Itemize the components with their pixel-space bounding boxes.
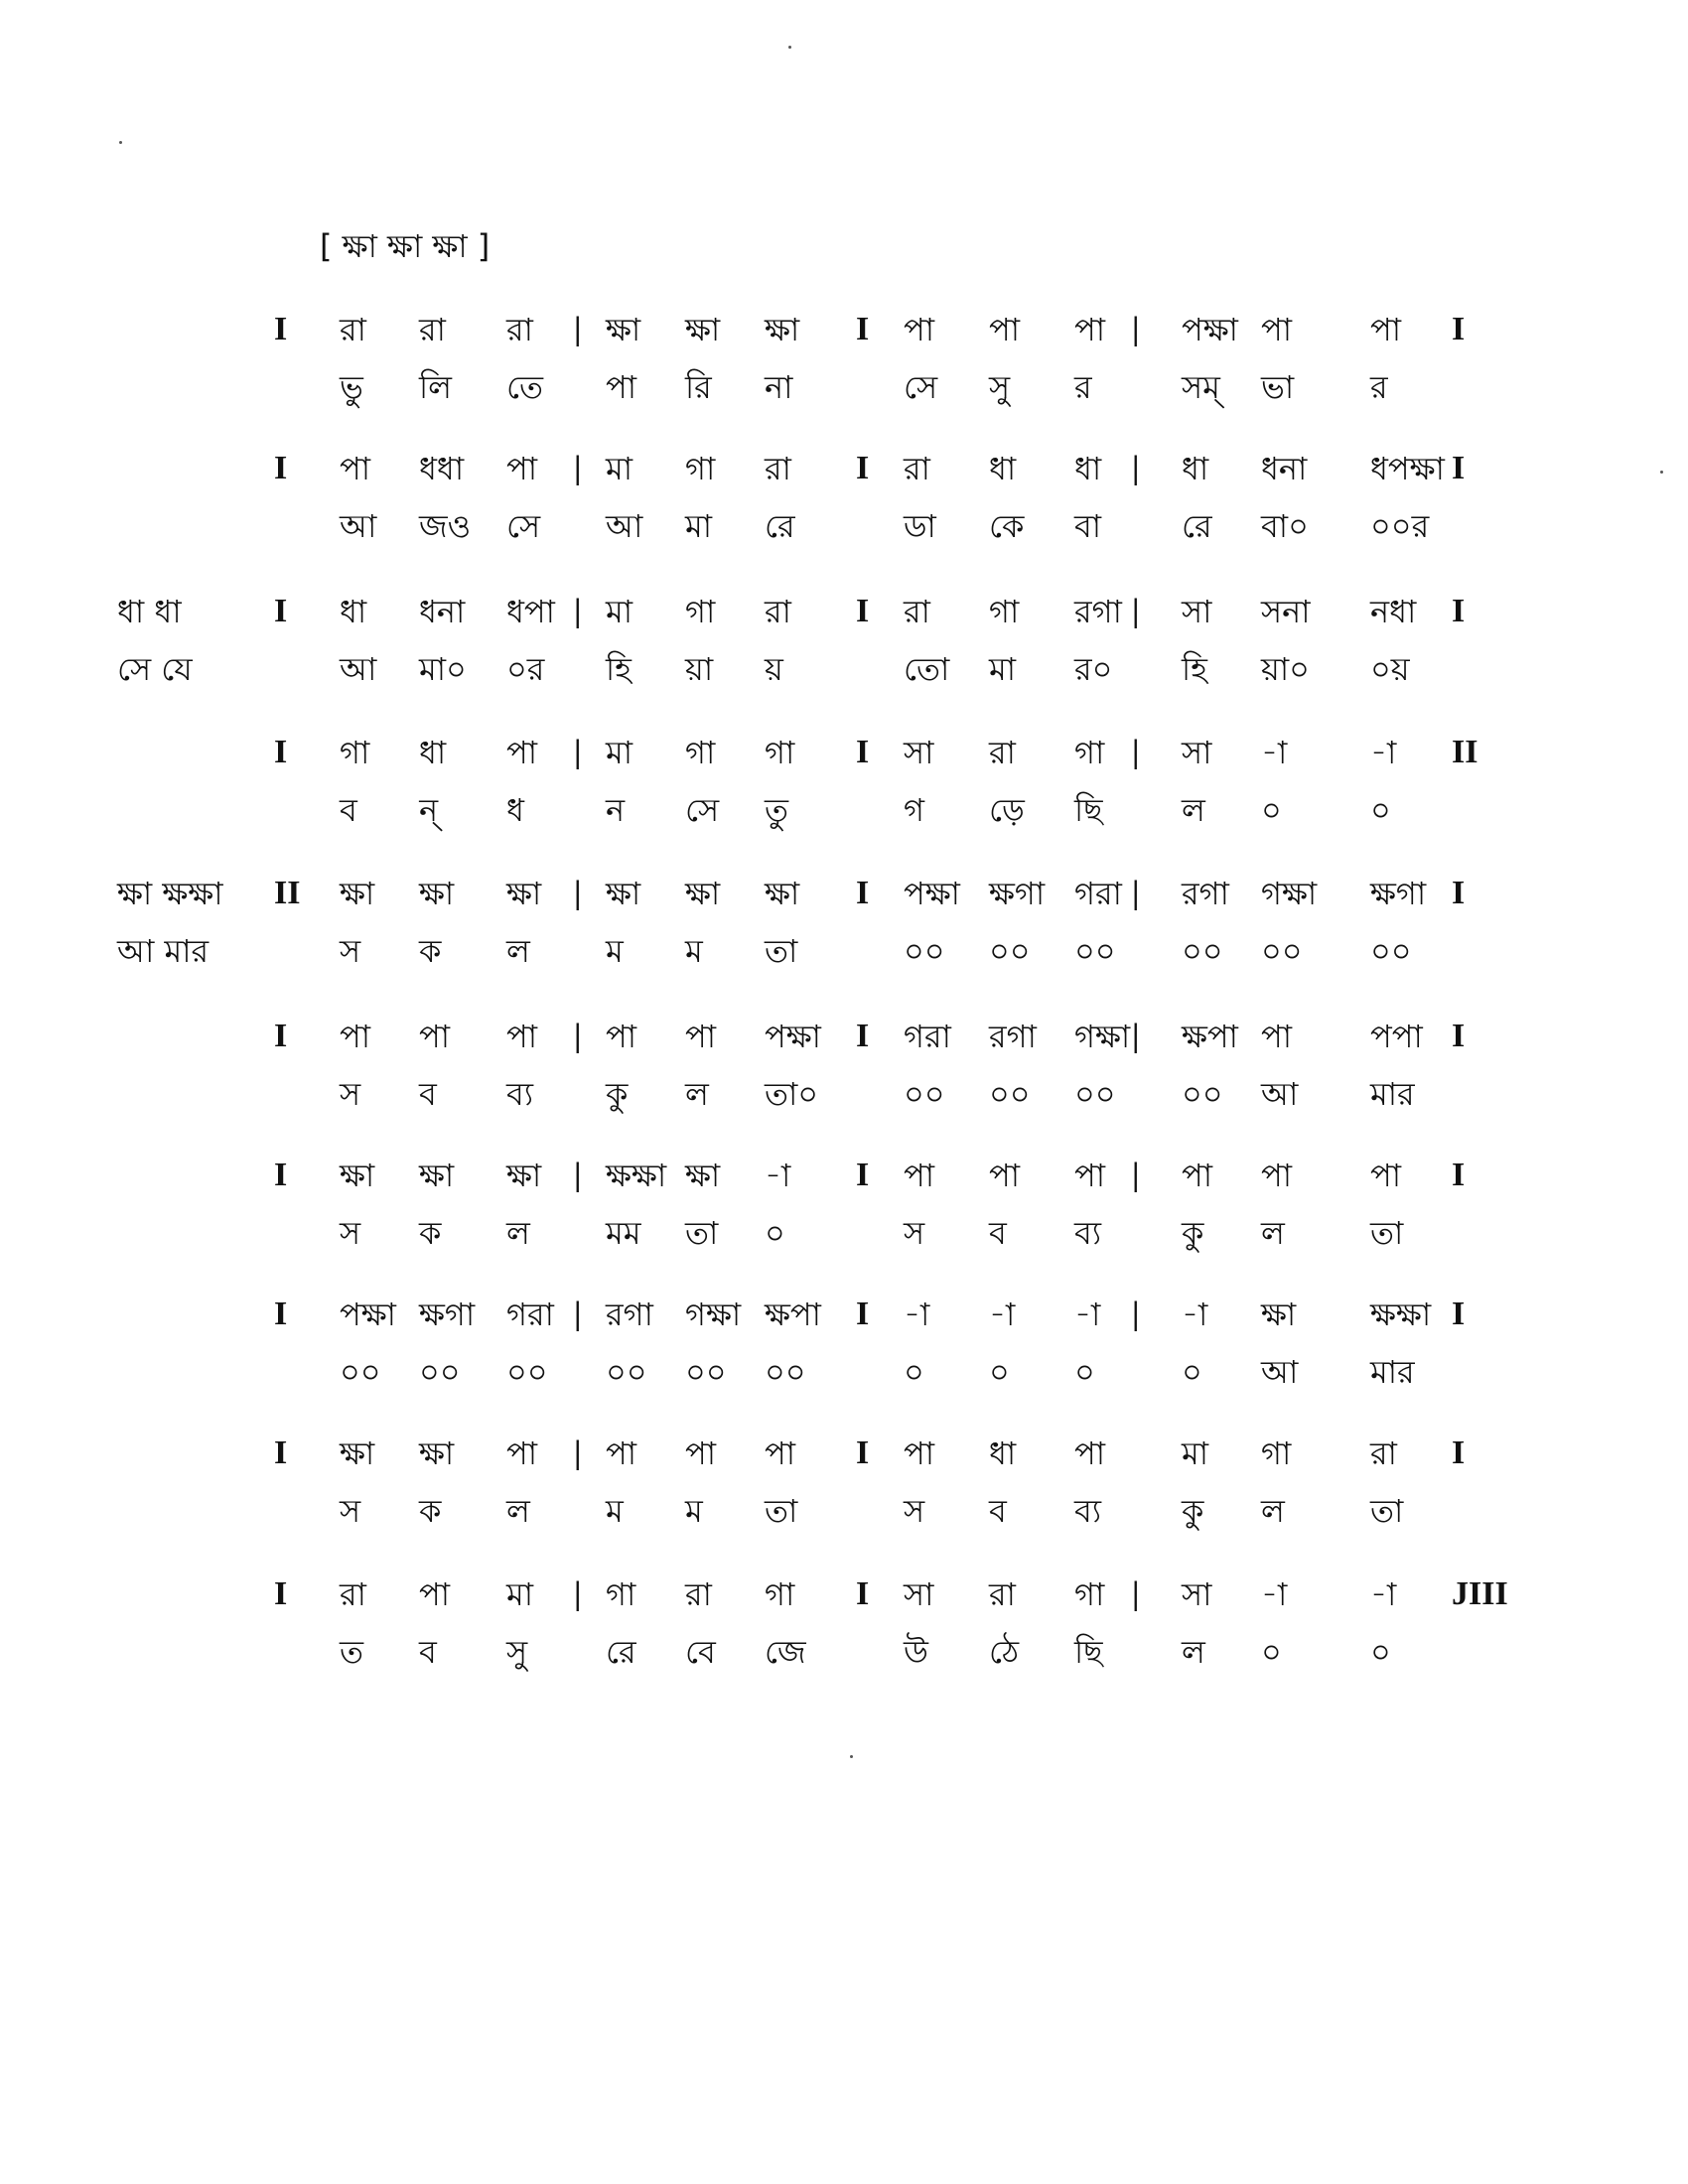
bar-line: I <box>856 1157 870 1193</box>
swara-note: গরা <box>506 1296 554 1333</box>
lyric-syllable: মার <box>1370 1075 1415 1113</box>
side-lyrics: সে যে <box>117 650 193 688</box>
swara-note: ধা <box>989 450 1017 487</box>
swara-note: পা <box>419 1018 451 1055</box>
lyric-syllable: তো <box>904 650 950 688</box>
swara-note: ধা <box>340 593 367 630</box>
bar-line: | <box>1132 1157 1140 1193</box>
swara-note: মা <box>606 450 633 487</box>
lyric-syllable: ম <box>606 932 624 970</box>
bar-line: | <box>574 1018 582 1054</box>
bar-line: | <box>574 875 582 911</box>
lyric-syllable: কু <box>1182 1214 1204 1252</box>
lyric-syllable: স <box>904 1492 925 1530</box>
swara-note: ধনা <box>419 593 466 630</box>
lyric-syllable: ছি <box>1074 1633 1103 1671</box>
swara-note: গা <box>989 593 1020 630</box>
swara-note: ক্ষপা <box>1182 1018 1238 1055</box>
swara-note: গা <box>1261 1434 1292 1472</box>
lyric-syllable: হি <box>606 650 632 688</box>
bar-line: | <box>574 593 582 629</box>
lyric-syllable: তা <box>765 932 798 970</box>
swara-note: ধনা <box>1261 450 1308 487</box>
swara-note: পা <box>685 1018 717 1055</box>
bar-line: I <box>274 450 288 486</box>
swara-note: ক্ষা <box>419 875 455 912</box>
lyric-syllable: ০০ <box>685 1353 727 1391</box>
swara-note: রগা <box>606 1296 653 1333</box>
swara-note: ক্ষা <box>1261 1296 1297 1333</box>
lyric-syllable: বা০ <box>1261 507 1309 545</box>
lyric-syllable: হি <box>1182 650 1207 688</box>
bar-line: II <box>1452 734 1478 770</box>
lyric-syllable: মার <box>1370 1353 1415 1391</box>
swara-note: পা <box>1074 1157 1106 1194</box>
lyric-syllable: ভু <box>340 368 363 406</box>
lyric-syllable: পা <box>606 368 637 406</box>
speck <box>850 1755 853 1758</box>
lyric-syllable: ব <box>989 1492 1007 1530</box>
swara-note: রা <box>419 311 446 348</box>
swara-note: রা <box>989 1575 1016 1613</box>
bar-line: | <box>574 1296 582 1332</box>
swara-note: পক্ষা <box>765 1018 821 1055</box>
swara-note: রা <box>904 450 930 487</box>
lyric-syllable: সু <box>989 368 1011 406</box>
lyric-syllable: বা <box>1074 507 1102 545</box>
swara-note: রগা <box>1074 593 1122 630</box>
swara-note: পা <box>1074 1434 1106 1472</box>
lyric-syllable: ০ <box>989 1353 1010 1391</box>
bar-line: | <box>574 311 582 347</box>
lyric-syllable: রে <box>765 507 795 545</box>
swara-note: রগা <box>989 1018 1037 1055</box>
header-brackets: [ ক্ষা ক্ষা ক্ষা ] <box>320 227 491 265</box>
swara-note: ক্ষা <box>340 875 375 912</box>
swara-note: ক্ষা <box>506 875 542 912</box>
swara-note: ক্ষা <box>340 1434 375 1472</box>
lyric-syllable: ০ <box>1261 791 1282 829</box>
lyric-syllable: ল <box>506 1492 530 1530</box>
lyric-syllable: ত <box>340 1633 364 1671</box>
swara-note: ক্ষা <box>340 1157 375 1194</box>
swara-note: পা <box>506 1434 538 1472</box>
swara-note: -া <box>904 1296 930 1333</box>
swara-note: পা <box>340 450 371 487</box>
lyric-syllable: ০ <box>1261 1633 1282 1671</box>
bar-line: II <box>274 875 301 911</box>
lyric-syllable: ল <box>1182 1633 1205 1671</box>
swara-note: গক্ষা <box>1261 875 1318 912</box>
bar-line: I <box>856 875 870 911</box>
side-notes: ক্ষা ক্ষক্ষা <box>117 875 223 912</box>
lyric-syllable: ০০ <box>1074 932 1116 970</box>
lyric-syllable: ০০ <box>606 1353 647 1391</box>
swara-note: ধপক্ষা <box>1370 450 1445 487</box>
swara-note: গা <box>685 593 716 630</box>
lyric-syllable: স <box>340 1075 361 1113</box>
bar-line: I <box>1452 1157 1466 1193</box>
bar-line: I <box>856 450 870 486</box>
lyric-syllable: স <box>340 1492 361 1530</box>
lyric-syllable: ল <box>685 1075 709 1113</box>
lyric-syllable: সু <box>506 1633 528 1671</box>
swara-note: সা <box>1182 593 1212 630</box>
swara-note: পা <box>765 1434 796 1472</box>
lyric-syllable: ব <box>340 791 357 829</box>
swara-note: ক্ষা <box>419 1434 455 1472</box>
swara-note: গক্ষা <box>1074 1018 1131 1055</box>
lyric-syllable: ল <box>1261 1214 1285 1252</box>
bar-line: | <box>1132 1018 1140 1054</box>
swara-note: ধা <box>419 734 447 771</box>
swara-note: গা <box>685 734 716 771</box>
lyric-syllable: ম <box>606 1492 624 1530</box>
swara-note: ক্ষগা <box>989 875 1046 912</box>
swara-note: ধধা <box>419 450 465 487</box>
lyric-syllable: য়া <box>685 650 714 688</box>
bar-line: I <box>856 1434 870 1471</box>
bar-line: I <box>856 311 870 347</box>
swara-note: -া <box>1261 734 1288 771</box>
lyric-syllable: ০ <box>1370 1633 1391 1671</box>
lyric-syllable: সে <box>685 791 720 829</box>
swara-note: পা <box>1370 1157 1402 1194</box>
swara-note: পা <box>1261 1157 1293 1194</box>
lyric-syllable: স <box>340 1214 361 1252</box>
lyric-syllable: তা০ <box>765 1075 819 1113</box>
lyric-syllable: ব্য <box>506 1075 534 1113</box>
lyric-syllable: আ <box>606 507 643 545</box>
lyric-syllable: ০০ <box>1074 1075 1116 1113</box>
swara-note: -া <box>1182 1296 1208 1333</box>
swara-note: মা <box>506 1575 534 1613</box>
lyric-syllable: ০০ <box>419 1353 461 1391</box>
lyric-syllable: ব <box>419 1633 437 1671</box>
swara-note: পক্ষা <box>904 875 960 912</box>
lyric-syllable: আ <box>340 507 377 545</box>
lyric-syllable: ০০ <box>1370 932 1412 970</box>
swara-note: পক্ষা <box>1182 311 1238 348</box>
swara-note: ক্ষক্ষা <box>1370 1296 1432 1333</box>
lyric-syllable: ল <box>1261 1492 1285 1530</box>
bar-line: I <box>856 734 870 770</box>
swara-note: সা <box>1182 734 1212 771</box>
swara-note: পা <box>1261 311 1293 348</box>
bar-line: I <box>856 1296 870 1332</box>
swara-note: -া <box>989 1296 1016 1333</box>
bar-line: | <box>574 1434 582 1471</box>
bar-line: | <box>1132 1575 1140 1612</box>
lyric-syllable: ক <box>419 932 442 970</box>
swara-note: -া <box>1074 1296 1101 1333</box>
swara-note: পা <box>606 1018 637 1055</box>
lyric-syllable: ০০ <box>1182 1075 1223 1113</box>
lyric-syllable: ল <box>506 1214 530 1252</box>
lyric-syllable: মম <box>606 1214 641 1252</box>
swara-note: পা <box>1182 1157 1213 1194</box>
lyric-syllable: ০০ <box>989 932 1031 970</box>
lyric-syllable: র <box>1370 368 1388 406</box>
lyric-syllable: কে <box>989 507 1025 545</box>
swara-note: গা <box>340 734 370 771</box>
lyric-syllable: ০০ <box>340 1353 381 1391</box>
lyric-syllable: য় <box>765 650 783 688</box>
lyric-syllable: ম <box>685 1492 703 1530</box>
swara-note: রা <box>989 734 1016 771</box>
bar-line: I <box>274 1018 288 1054</box>
swara-note: সা <box>904 1575 934 1613</box>
swara-note: পা <box>685 1434 717 1472</box>
lyric-syllable: ল <box>1182 791 1205 829</box>
swara-note: পা <box>989 311 1021 348</box>
lyric-syllable: ০০ <box>765 1353 806 1391</box>
bar-line: JIII <box>1452 1575 1508 1612</box>
swara-note: পা <box>1261 1018 1293 1055</box>
swara-note: ধা <box>1182 450 1209 487</box>
lyric-syllable: ০র <box>506 650 545 688</box>
bar-line: I <box>856 1018 870 1054</box>
swara-note: পা <box>506 1018 538 1055</box>
lyric-syllable: ক <box>419 1214 442 1252</box>
lyric-syllable: ০০ <box>1182 932 1223 970</box>
swara-note: পপা <box>1370 1018 1423 1055</box>
swara-note: গরা <box>1074 875 1122 912</box>
swara-note: রগা <box>1182 875 1229 912</box>
lyric-syllable: ম <box>685 932 703 970</box>
side-notes: ধা ধা <box>117 593 182 630</box>
bar-line: I <box>274 734 288 770</box>
bar-line: I <box>274 1296 288 1332</box>
swara-note: ক্ষা <box>685 1157 721 1194</box>
swara-note: পক্ষা <box>340 1296 396 1333</box>
lyric-syllable: ন <box>606 791 626 829</box>
swara-note: গা <box>685 450 716 487</box>
swara-note: রা <box>1370 1434 1397 1472</box>
bar-line: I <box>1452 875 1466 911</box>
swara-note: -া <box>1370 734 1397 771</box>
bar-line: I <box>1452 311 1466 347</box>
swara-note: রা <box>765 593 791 630</box>
lyric-syllable: রি <box>685 368 712 406</box>
bar-line: | <box>574 1575 582 1612</box>
lyric-syllable: ০ <box>1074 1353 1095 1391</box>
lyric-syllable: সে <box>904 368 938 406</box>
lyric-syllable: ব্য <box>1074 1492 1102 1530</box>
lyric-syllable: মা০ <box>419 650 467 688</box>
lyric-syllable: র০ <box>1074 650 1113 688</box>
lyric-syllable: য়া০ <box>1261 650 1310 688</box>
bar-line: I <box>1452 1434 1466 1471</box>
lyric-syllable: সে <box>506 507 541 545</box>
swara-note: ক্ষপা <box>765 1296 821 1333</box>
swara-note: পা <box>506 450 538 487</box>
swara-note: গা <box>606 1575 636 1613</box>
lyric-syllable: ০০ <box>904 932 945 970</box>
lyric-syllable: ০য় <box>1370 650 1410 688</box>
swara-note: -া <box>1370 1575 1397 1613</box>
swara-note: -া <box>765 1157 791 1194</box>
lyric-syllable: ০০ <box>506 1353 548 1391</box>
bar-line: I <box>856 1575 870 1612</box>
lyric-syllable: ০০ <box>904 1075 945 1113</box>
swara-note: মা <box>1182 1434 1209 1472</box>
swara-note: সনা <box>1261 593 1311 630</box>
bar-line: | <box>1132 734 1140 770</box>
lyric-syllable: ০ <box>904 1353 924 1391</box>
lyric-syllable: লি <box>419 368 452 406</box>
swara-note: ক্ষা <box>765 875 800 912</box>
lyric-syllable: আ <box>1261 1075 1299 1113</box>
swara-note: রা <box>685 1575 712 1613</box>
lyric-syllable: গ <box>904 791 924 829</box>
speck <box>119 141 122 144</box>
bar-line: | <box>1132 1296 1140 1332</box>
lyric-syllable: তা <box>1370 1214 1404 1252</box>
lyric-syllable: ব <box>419 1075 437 1113</box>
lyric-syllable: তা <box>1370 1492 1404 1530</box>
lyric-syllable: ০০র <box>1370 507 1430 545</box>
swara-note: পা <box>904 1157 935 1194</box>
swara-note: ক্ষা <box>606 311 641 348</box>
swara-note: ক্ষগা <box>419 1296 476 1333</box>
lyric-syllable: র <box>1074 368 1092 406</box>
swara-note: ক্ষা <box>685 311 721 348</box>
bar-line: I <box>274 1157 288 1193</box>
swara-note: মা <box>606 734 633 771</box>
swara-note: পা <box>989 1157 1021 1194</box>
swara-note: ক্ষা <box>685 875 721 912</box>
lyric-syllable: ন্ <box>419 791 439 829</box>
lyric-syllable: তা <box>685 1214 719 1252</box>
lyric-syllable: বে <box>685 1633 716 1671</box>
swara-note: গরা <box>904 1018 951 1055</box>
swara-note: গা <box>1074 734 1105 771</box>
lyric-syllable: স <box>904 1214 925 1252</box>
swara-note: গা <box>765 1575 795 1613</box>
lyric-syllable: ০ <box>1370 791 1391 829</box>
lyric-syllable: ০ <box>765 1214 785 1252</box>
lyric-syllable: ০০ <box>989 1075 1031 1113</box>
swara-note: ক্ষগা <box>1370 875 1427 912</box>
swara-note: -া <box>1261 1575 1288 1613</box>
bar-line: I <box>274 1434 288 1471</box>
lyric-syllable: তে <box>506 368 543 406</box>
lyric-syllable: ড়ে <box>989 791 1025 829</box>
swara-note: রা <box>765 450 791 487</box>
swara-note: ধপা <box>506 593 555 630</box>
swara-note: পা <box>419 1575 451 1613</box>
bar-line: | <box>1132 311 1140 347</box>
lyric-syllable: ঠে <box>989 1633 1020 1671</box>
lyric-syllable: ধ <box>506 791 524 829</box>
lyric-syllable: কু <box>606 1075 629 1113</box>
bar-line: I <box>1452 1296 1466 1332</box>
lyric-syllable: রে <box>1182 507 1212 545</box>
swara-note: পা <box>1074 311 1106 348</box>
lyric-syllable: স <box>340 932 361 970</box>
lyric-syllable: উ <box>904 1633 928 1671</box>
lyric-syllable: ভা <box>1261 368 1295 406</box>
bar-line: | <box>574 1157 582 1193</box>
swara-note: ক্ষা <box>765 311 800 348</box>
swara-note: সা <box>904 734 934 771</box>
bar-line: I <box>1452 593 1466 629</box>
swara-note: রা <box>506 311 533 348</box>
lyric-syllable: ব্য <box>1074 1214 1102 1252</box>
swara-note: ধা <box>989 1434 1017 1472</box>
swara-note: গা <box>1074 1575 1105 1613</box>
swara-note: ক্ষক্ষা <box>606 1157 667 1194</box>
lyric-syllable: সম্ <box>1182 368 1220 406</box>
swara-note: মা <box>606 593 633 630</box>
lyric-syllable: জে <box>765 1633 806 1671</box>
speck <box>788 46 791 49</box>
swara-note: পা <box>340 1018 371 1055</box>
swara-note: পা <box>904 1434 935 1472</box>
lyric-syllable: তা <box>765 1492 798 1530</box>
swara-note: ক্ষা <box>419 1157 455 1194</box>
lyric-syllable: মা <box>989 650 1017 688</box>
swara-note: ধা <box>1074 450 1102 487</box>
swara-note: রা <box>904 593 930 630</box>
lyric-syllable: না <box>765 368 793 406</box>
bar-line: I <box>1452 450 1466 486</box>
speck <box>1660 471 1663 474</box>
bar-line: I <box>856 593 870 629</box>
swara-note: গা <box>765 734 795 771</box>
bar-line: I <box>274 1575 288 1612</box>
lyric-syllable: ছি <box>1074 791 1103 829</box>
lyric-syllable: আ <box>1261 1353 1299 1391</box>
lyric-syllable: ০ <box>1182 1353 1202 1391</box>
lyric-syllable: মা <box>685 507 713 545</box>
swara-note: রা <box>340 1575 366 1613</box>
side-lyrics: আ মার <box>117 932 210 970</box>
lyric-syllable: ক <box>419 1492 442 1530</box>
swara-note: সা <box>1182 1575 1212 1613</box>
lyric-syllable: ০০ <box>1261 932 1303 970</box>
swara-note: ক্ষা <box>506 1157 542 1194</box>
bar-line: | <box>1132 450 1140 486</box>
lyric-syllable: জও <box>419 507 472 545</box>
swara-note: ক্ষা <box>606 875 641 912</box>
lyric-syllable: তু <box>765 791 789 829</box>
bar-line: | <box>1132 593 1140 629</box>
lyric-syllable: ল <box>506 932 530 970</box>
lyric-syllable: আ <box>340 650 377 688</box>
bar-line: I <box>274 311 288 347</box>
bar-line: | <box>574 734 582 770</box>
lyric-syllable: কু <box>1182 1492 1204 1530</box>
swara-note: পা <box>506 734 538 771</box>
swara-note: নধা <box>1370 593 1417 630</box>
bar-line: I <box>274 593 288 629</box>
lyric-syllable: ডা <box>904 507 936 545</box>
bar-line: I <box>1452 1018 1466 1054</box>
swara-note: পা <box>904 311 935 348</box>
lyric-syllable: রে <box>606 1633 636 1671</box>
swara-note: পা <box>606 1434 637 1472</box>
bar-line: | <box>1132 875 1140 911</box>
swara-note: গক্ষা <box>685 1296 742 1333</box>
lyric-syllable: ব <box>989 1214 1007 1252</box>
swara-note: পা <box>1370 311 1402 348</box>
swara-note: রা <box>340 311 366 348</box>
bar-line: | <box>574 450 582 486</box>
